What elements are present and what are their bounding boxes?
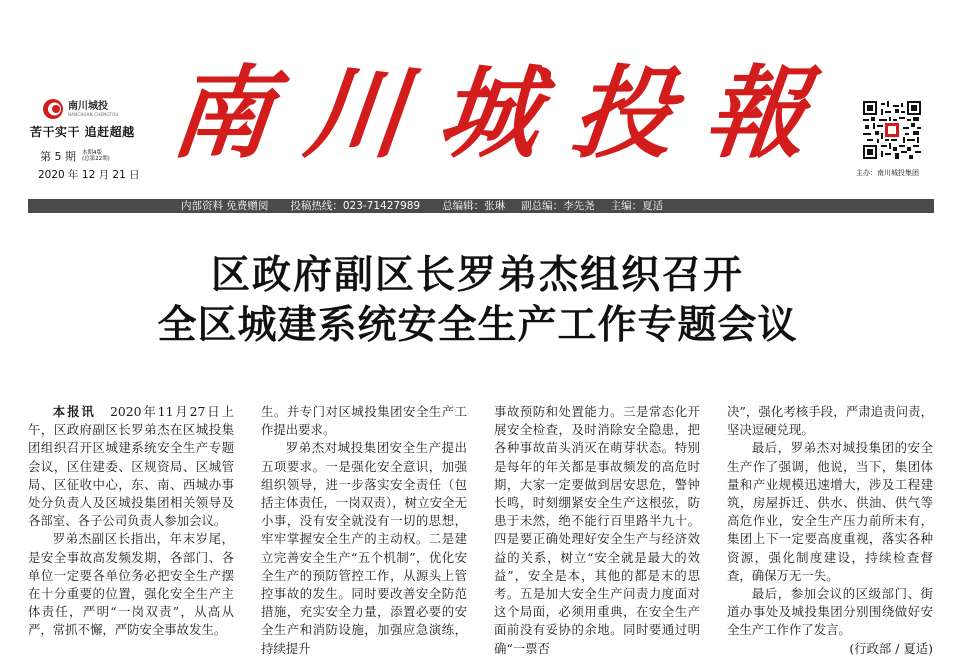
article-paragraph: 最后，罗弟杰对城投集团的安全生产作了强调，他说，当下，集团体量和产业规模迅速增大，涉及工程建筑，房屋拆迁、供水、供油、供气等高危作业，安全生产压力前所未有，集团上下一定要高度重视，落实各种资源，强化制度建设，持续检查督查，确保万无一失。 <box>727 440 933 583</box>
issue-detail <box>82 150 110 163</box>
brand-mark-icon <box>42 98 64 120</box>
article-signature: (行政部 / 夏适) <box>849 640 933 656</box>
headline-line-1: 区政府副区长罗弟杰组织召开 <box>210 252 744 298</box>
article-text: 2020年11月27日上午，区政府副区长罗弟杰在区城投集团组织召开区城建系统安全生产专题会议，区住建委、区规资局、区城管局、区征收中心，东、南、西城办事处分负责人及区城投集团相关领导及各部室、各子公司负责人参加会议。 <box>28 404 234 529</box>
brand-text <box>68 102 119 117</box>
brand-name: 南川城投 <box>68 100 108 112</box>
sponsor: 主办：南川城投集团 <box>856 169 919 177</box>
article-body <box>28 403 938 665</box>
article-column-3 <box>494 403 700 665</box>
article-paragraph: 生。并专门对区城投集团安全生产工作提出要求。 <box>261 404 467 438</box>
issue-info <box>40 148 110 164</box>
issue-number: 第 5 期 <box>40 150 76 163</box>
title-char: 南 <box>165 54 277 172</box>
brand-logo <box>42 98 119 120</box>
article-column-1 <box>28 403 234 665</box>
article-column-2 <box>261 403 467 665</box>
article-paragraph: 最后，参加会议的区级部门、街道办事处及城投集团分别围绕做好安全生产工作作了发言。 <box>727 586 933 638</box>
article-paragraph: 罗弟杰副区长指出，年末岁尾，是安全事故高发频发期，各部门、各单位一定要各单位务必把安全生产摆在十分重要的位置，强化安全生产主体责任，严明“一岗双责”，从高从严，常抓不懈，严防安全事故发生。 <box>28 531 234 638</box>
title-char: 城 <box>432 54 544 172</box>
hotline: 投稿热线：023-71427989 <box>290 200 421 212</box>
article-paragraph: 罗弟杰对城投集团安全生产提出五项要求。一是强化安全意识，加强组织领导，进一步落实安全责任（包括主体责任，一岗双责），树立安全无小事，没有安全就没有一切的思想，牢牢掌握安全生产的主动权。二是建立完善安全生产“五个机制”，优化安全生产的预防管控工作，从源头上管控事故的发生。同时要改善安全防范措施，充实安全力量，添置必要的安全生产和消防设施，加强应急演练，持续提升 <box>261 440 467 656</box>
article-lead: 本报讯 <box>52 404 96 419</box>
article-paragraph: 决”，强化考核手段，严肃追责问责，坚决逗硬兑现。 <box>727 404 933 438</box>
internal-notice: 内部资料 免费赠阅 <box>181 200 269 212</box>
chief-editor: 总编辑：张琳 <box>442 200 506 212</box>
title-char: 報 <box>699 54 811 172</box>
info-bar <box>28 199 934 213</box>
brand-sub: NANCHUAN CHENGTOU <box>68 111 119 117</box>
issue-total: (总第22期) <box>82 156 110 162</box>
issue-date: 2020 年 12 月 21 日 <box>38 169 140 181</box>
masthead <box>0 0 955 196</box>
issue-pages: 本期4版 <box>82 149 102 156</box>
article-paragraph: 事故预防和处置能力。三是常态化开展安全检查，及时消除安全隐患，把各种事故苗头消灭在萌芽状态。特别是每年的年关都是事故频发的高危时期，大家一定要做到居安思危，警钟长鸣，时刻绷紧安全生产这根弦，防患于未然，绝不能行百里路半九十。四是要正确处理好安全生产与经济效益的关系，树立“安全就是最大的效益”，安全是本，其他的都是末的思考。五是加大安全生产问责力度面对这个局面，必须用重典，在安全生产面前没有妥协的余地。同时要通过明确“一票否 <box>494 404 700 656</box>
slogan: 苦干实干 追赶超越 <box>30 125 135 139</box>
qr-code-icon <box>863 101 921 159</box>
article-column-4 <box>727 403 933 665</box>
title-char: 投 <box>566 54 677 172</box>
deputy-editor: 副总编：李先尧 <box>521 200 595 212</box>
newspaper-title <box>165 52 811 174</box>
headline <box>0 250 955 350</box>
editor: 主编：夏适 <box>610 200 664 212</box>
headline-line-2: 全区城建系统安全生产工作专题会议 <box>157 302 798 348</box>
article-paragraph <box>28 403 234 530</box>
title-char: 川 <box>299 54 410 172</box>
